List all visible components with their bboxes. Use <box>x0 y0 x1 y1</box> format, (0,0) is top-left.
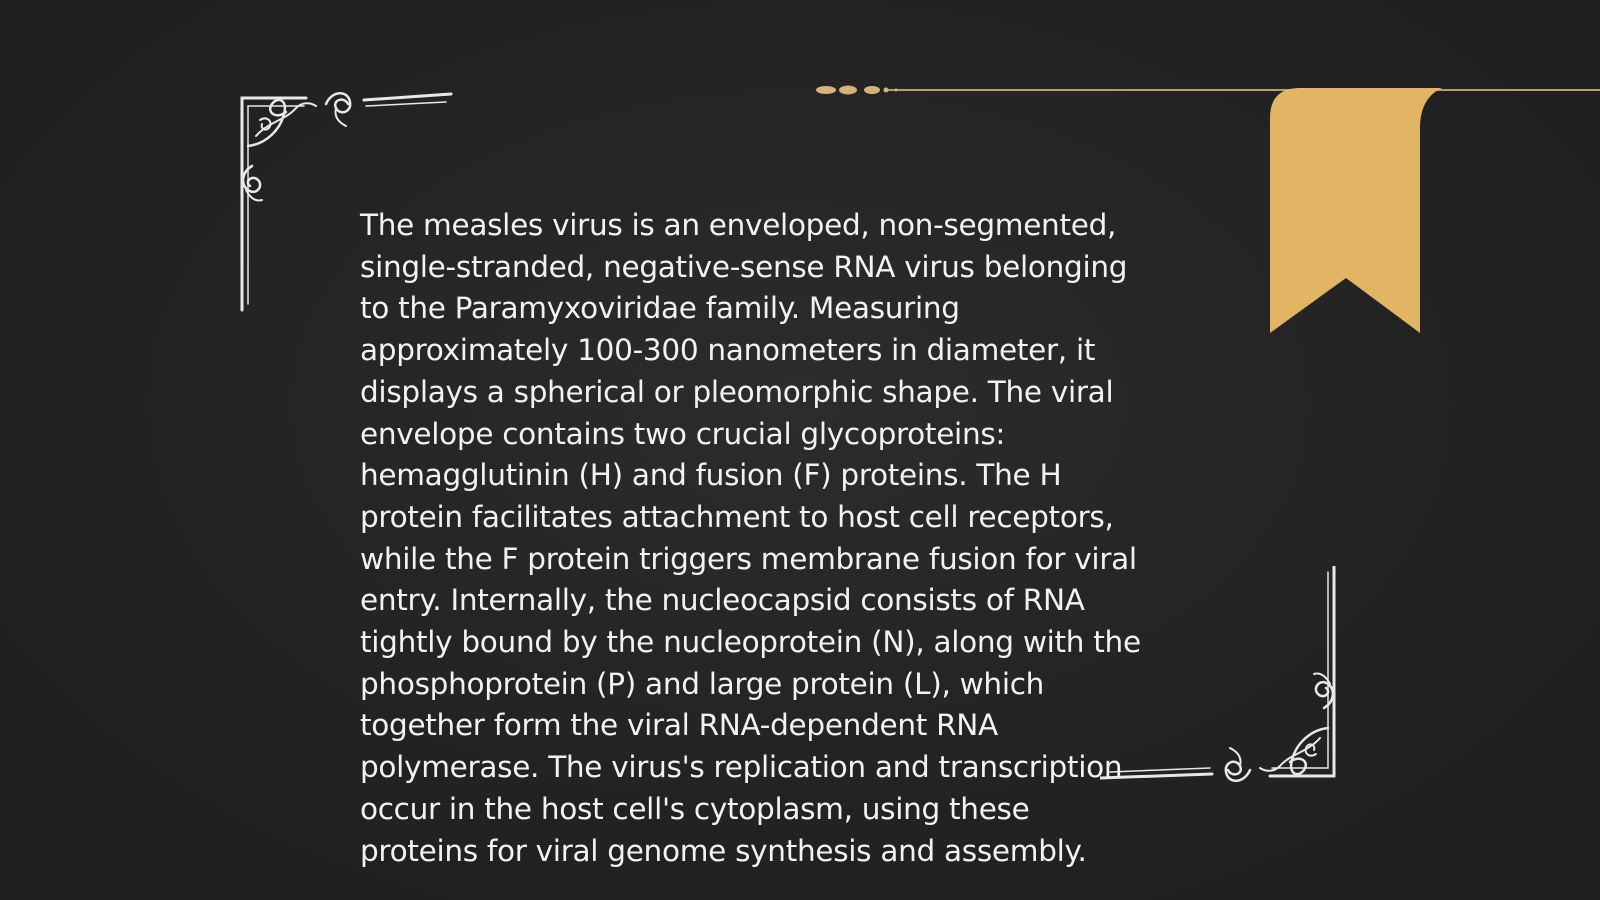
body-text-line: to the Paramyxoviridae family. Measuring <box>360 291 960 326</box>
body-text-line: hemagglutinin (H) and fusion (F) proteins. The H <box>360 458 1062 493</box>
body-text-line: polymerase. The virus's replication and transcription <box>360 750 1123 785</box>
body-text-line: entry. Internally, the nucleocapsid consists of RNA <box>360 583 1085 618</box>
ornamental-rule-icon <box>816 80 1600 100</box>
body-text-line: together form the viral RNA-dependent RNA <box>360 708 998 743</box>
body-text-line: approximately 100-300 nanometers in diameter, it <box>360 333 1096 368</box>
body-text-line: envelope contains two crucial glycoproteins: <box>360 416 1006 451</box>
body-text-line: protein facilitates attachment to host cell receptors, <box>360 499 1114 534</box>
body-text-line: The measles virus is an enveloped, non-segmented, <box>360 208 1117 242</box>
body-text-line: occur in the host cell's cytoplasm, using these <box>360 791 1030 826</box>
body-text-line: proteins for viral genome synthesis and assembly. <box>360 833 1087 868</box>
body-text-line: single-stranded, negative-sense RNA virus belonging <box>360 249 1128 284</box>
slide-body-text <box>360 205 1240 872</box>
body-text-line: tightly bound by the nucleoprotein (N), along with the <box>360 625 1141 660</box>
body-text-line: while the F protein triggers membrane fusion for viral <box>360 541 1137 576</box>
bookmark-ribbon-icon <box>1270 88 1442 333</box>
body-text-line: phosphoprotein (P) and large protein (L), which <box>360 666 1045 701</box>
body-text-line: displays a spherical or pleomorphic shape. The viral <box>360 374 1114 409</box>
